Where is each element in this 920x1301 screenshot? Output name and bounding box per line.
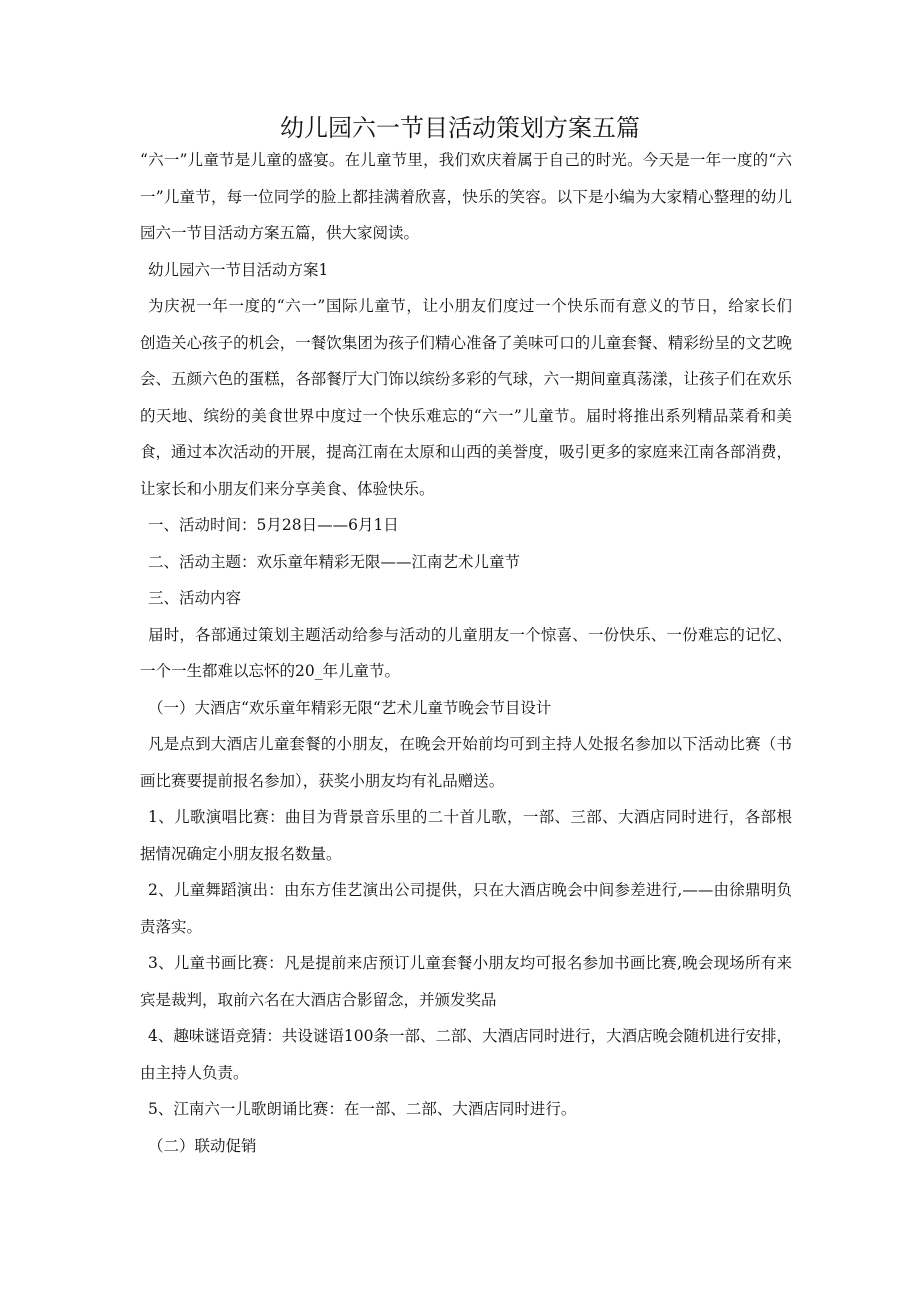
text-line: 让家长和小朋友们来分享美食、体验快乐。 [140,479,435,498]
text-line: 一、活动时间：5月28日——6月1日 [148,516,399,534]
paragraph [140,288,792,507]
text-line: 会、五颜六色的蛋糕，各部餐厅大门饰以缤纷多彩的气球，六一期间童真荡漾，让孩子们在欢乐 [140,370,792,388]
document-title: 幼儿园六一节目活动策划方案五篇 [280,114,640,142]
paragraph [140,142,792,252]
text-line: 为庆祝一年一度的“六一”国际儿童节，让小朋友们度过一个快乐而有意义的节日，给家长们 [148,297,792,315]
text-line: 据情况确定小朋友报名数量。 [140,844,342,863]
paragraph [140,799,792,872]
text-line: 三、活动内容 [148,589,242,607]
text-line: 一”儿童节，每一位同学的脸上都挂满着欣喜，快乐的笑容。以下是小编为大家精心整理的幼儿 [140,187,792,206]
text-line: 2、儿童舞蹈演出：由东方佳艺演出公司提供，只在大酒店晚会中间参差进行,——由徐鼎明负 [148,881,792,899]
text-line: 届时，各部通过策划主题活动给参与活动的儿童朋友一个惊喜、一份快乐、一份难忘的记忆、 [148,625,792,644]
text-line: 由主持人负责。 [140,1063,249,1082]
text-line: （一）大酒店“欢乐童年精彩无限“艺术儿童节晚会节目设计 [148,698,552,717]
paragraph [140,872,792,945]
paragraph [140,1091,792,1128]
text-line: 一个一生都难以忘怀的20_年儿童节。 [140,662,400,680]
text-line: 责落实。 [140,917,203,936]
paragraph [140,945,792,1018]
text-line: 二、活动主题：欢乐童年精彩无限——江南艺术儿童节 [148,552,521,571]
text-line: 园六一节目活动方案五篇，供大家阅读。 [140,224,420,242]
text-line: 的天地、缤纷的美食世界中度过一个快乐难忘的“六一”儿童节。届时将推出系列精品菜肴和美 [140,406,792,425]
text-line: 创造关心孩子的机会，一餐饮集团为孩子们精心准备了美味可口的儿童套餐、精彩纷呈的文艺晚 [140,333,792,352]
text-line: 5、江南六一儿歌朗诵比赛：在一部、二部、大酒店同时进行。 [148,1100,577,1118]
paragraph [140,726,792,799]
document-body [140,142,792,1164]
paragraph [140,690,792,727]
paragraph [140,580,792,617]
text-line: “六一”儿童节是儿童的盛宴。在儿童节里，我们欢庆着属于自己的时光。今天是一年一度的“六 [140,151,792,169]
paragraph [140,1128,792,1165]
paragraph [140,252,792,289]
text-line: 画比赛要提前报名参加），获奖小朋友均有礼品赠送。 [140,771,505,790]
text-line: 3、儿童书画比赛：凡是提前来店预订儿童套餐小朋友均可报名参加书画比赛,晚会现场所有来 [148,954,792,972]
text-line: 凡是点到大酒店儿童套餐的小朋友，在晚会开始前均可到主持人处报名参加以下活动比赛（书 [148,735,792,753]
paragraph [140,507,792,544]
text-line: （二）联动促销 [148,1136,257,1155]
text-line: 幼儿园六一节目活动方案1 [148,260,329,279]
text-line: 1、儿歌演唱比赛：曲目为背景音乐里的二十首儿歌，一部、三部、大酒店同时进行，各部根 [148,808,792,826]
paragraph [140,617,792,690]
paragraph [140,544,792,581]
text-line: 食，通过本次活动的开展，提高江南在太原和山西的美誉度，吸引更多的家庭来江南各部消费， [140,443,792,461]
paragraph [140,1018,792,1091]
text-line: 宾是裁判，取前六名在大酒店合影留念，并颁发奖品 [140,990,497,1009]
text-line: 4、趣味谜语竞猜：共设谜语100条一部、二部、大酒店同时进行，大酒店晚会随机进行安排， [148,1027,792,1045]
